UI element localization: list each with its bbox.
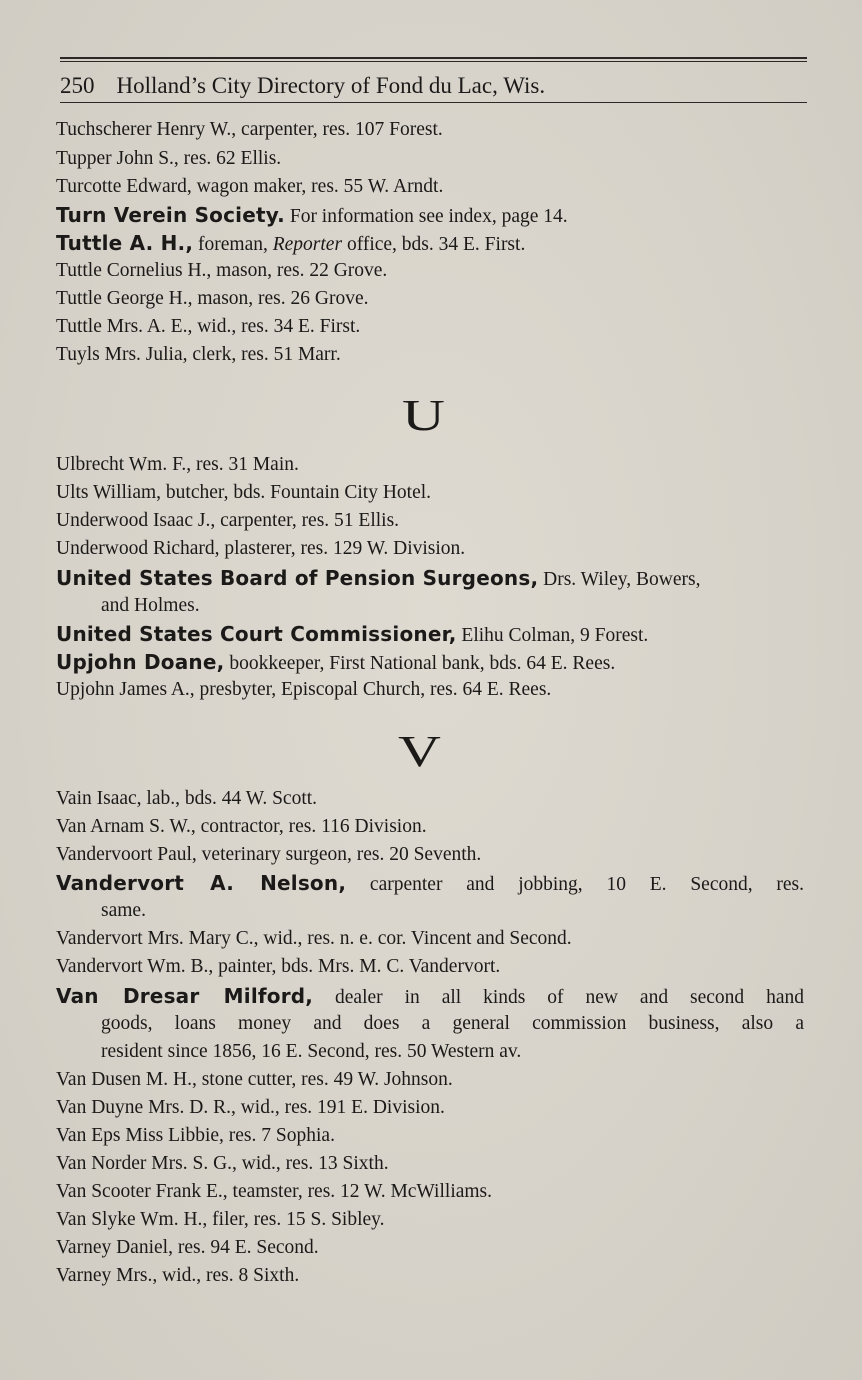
- entry-tuchscherer: Tuchscherer Henry W., carpenter, res. 107 Forest.: [56, 119, 443, 140]
- entry-name: United States Court Commissioner,: [56, 622, 457, 646]
- entry-van-arnam: Van Arnam S. W., contractor, res. 116 Division.: [56, 816, 427, 837]
- entry-van-dresar: [56, 984, 804, 1010]
- entry-upjohn-doane: [56, 650, 615, 676]
- entry-continuation: same.: [101, 900, 146, 921]
- entry-detail: Elihu Colman, 9 Forest.: [461, 625, 649, 646]
- entry-van-duyne: Van Duyne Mrs. D. R., wid., res. 191 E. Division.: [56, 1097, 445, 1118]
- entry-us-court-commissioner: [56, 622, 648, 648]
- entry-vandervort-mary: Vandervort Mrs. Mary C., wid., res. n. e. cor. Vincent and Second.: [56, 928, 572, 949]
- entry-ults: Ults William, butcher, bds. Fountain City Hotel.: [56, 482, 432, 503]
- entry-name: Tuttle A. H.,: [56, 231, 194, 255]
- entry-upjohn-james: Upjohn James A., presbyter, Episcopal Church, res. 64 E. Rees.: [56, 679, 552, 700]
- entry-vandervort-wm: Vandervort Wm. B., painter, bds. Mrs. M. C. Vandervort.: [56, 956, 501, 977]
- entry-continuation: resident since 1856, 16 E. Second, res. 50 Western av.: [101, 1041, 522, 1062]
- entry-van-norder: Van Norder Mrs. S. G., wid., res. 13 Sixth.: [56, 1153, 389, 1174]
- entry-vandervort-nelson: [56, 871, 804, 897]
- entry-tuttle-ah: [56, 231, 525, 257]
- entry-turn-verein: [56, 203, 568, 229]
- entry-us-pension-surgeons: [56, 566, 701, 592]
- entry-tupper: Tupper John S., res. 62 Ellis.: [56, 148, 282, 169]
- page-number: 250: [60, 73, 95, 98]
- entry-van-slyke: Van Slyke Wm. H., filer, res. 15 S. Sibley.: [56, 1209, 385, 1230]
- entry-vandervoort-paul: Vandervoort Paul, veterinary surgeon, res. 20 Seventh.: [56, 844, 482, 865]
- entry-van-eps: Van Eps Miss Libbie, res. 7 Sophia.: [56, 1125, 335, 1146]
- entry-detail: dealer in all kinds of new and second hand: [335, 987, 804, 1008]
- entry-name: United States Board of Pension Surgeons,: [56, 566, 539, 590]
- newspaper-name: Reporter: [272, 234, 343, 255]
- entry-ulbrecht: Ulbrecht Wm. F., res. 31 Main.: [56, 454, 299, 475]
- entry-detail: foreman,: [198, 234, 268, 255]
- entry-varney-mrs: Varney Mrs., wid., res. 8 Sixth.: [56, 1265, 300, 1286]
- entry-continuation: and Holmes.: [101, 595, 200, 616]
- entry-underwood-richard: Underwood Richard, plasterer, res. 129 W. Division.: [56, 538, 466, 559]
- entry-name: Van Dresar Milford,: [56, 984, 314, 1008]
- entry-name: Turn Verein Society.: [56, 203, 285, 227]
- entry-detail: Drs. Wiley, Bowers,: [543, 569, 701, 590]
- entry-underwood-isaac: Underwood Isaac J., carpenter, res. 51 Ellis.: [56, 510, 400, 531]
- entry-detail: carpenter and jobbing, 10 E. Second, res.: [369, 874, 805, 895]
- running-title: Holland’s City Directory of Fond du Lac, Wis.: [116, 73, 546, 98]
- entry-tuyls: Tuyls Mrs. Julia, clerk, res. 51 Marr.: [56, 344, 341, 365]
- entry-van-dusen: Van Dusen M. H., stone cutter, res. 49 W. Johnson.: [56, 1069, 453, 1090]
- entry-detail: For information see index, page 14.: [289, 206, 568, 227]
- entry-van-scooter: Van Scooter Frank E., teamster, res. 12 W. McWilliams.: [56, 1181, 493, 1202]
- entry-name: Upjohn Doane,: [56, 650, 225, 674]
- entry-detail: bookkeeper, First National bank, bds. 64 E. Rees.: [229, 653, 616, 674]
- entry-varney-daniel: Varney Daniel, res. 94 E. Second.: [56, 1237, 319, 1258]
- entry-tuttle-cornelius: Tuttle Cornelius H., mason, res. 22 Grove.: [56, 260, 388, 281]
- section-heading-v: V: [398, 727, 444, 776]
- entry-turcotte: Turcotte Edward, wagon maker, res. 55 W. Arndt.: [56, 176, 444, 197]
- entry-tuttle-mrs: Tuttle Mrs. A. E., wid., res. 34 E. First.: [56, 316, 361, 337]
- entry-detail: office, bds. 34 E. First.: [346, 234, 526, 255]
- entry-vain: Vain Isaac, lab., bds. 44 W. Scott.: [56, 788, 318, 809]
- entry-continuation: goods, loans money and does a general commission business, also a: [101, 1013, 804, 1034]
- entry-tuttle-george: Tuttle George H., mason, res. 26 Grove.: [56, 288, 369, 309]
- section-heading-u: U: [402, 391, 448, 440]
- entry-name: Vandervort A. Nelson,: [56, 871, 347, 895]
